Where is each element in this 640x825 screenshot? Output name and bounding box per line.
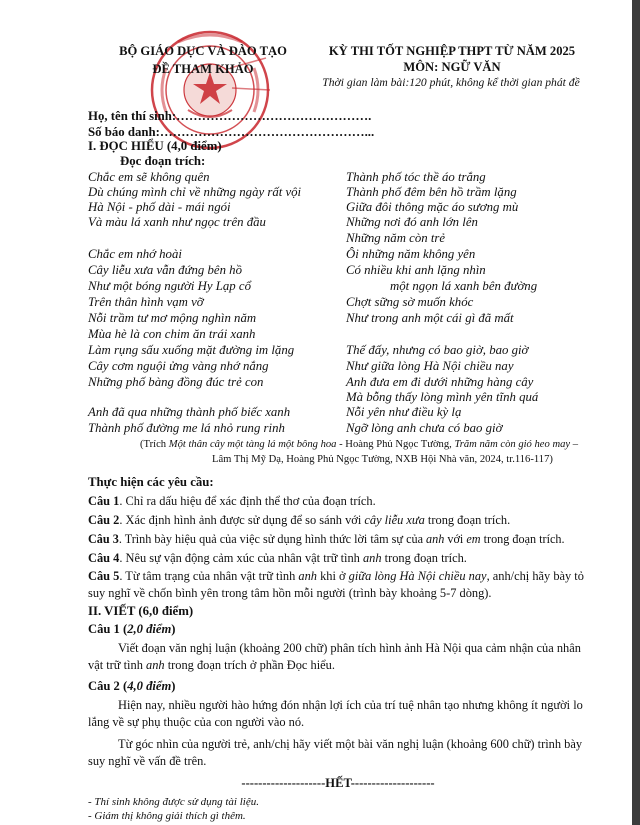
end-mark: --------------------HẾT-------------------- [241,776,435,790]
poem-line: Thành phố tóc thề áo trắng [346,170,486,184]
poem-line: Chắc em nhớ hoài [88,247,182,261]
poem-line: Cây cơm nguội ửng vàng nhớ nắng [88,359,269,373]
exam-title: KỲ THI TỐT NGHIỆP THPT TỪ NĂM 2025 [328,44,576,58]
poem-line: Những phố bàng đồng đúc trẻ con [88,375,264,389]
time-note: Thời gian làm bài:120 phút, không kể thời gian phát đề [322,76,580,89]
poem-line: Làm rụng sấu xuống mặt đường im lặng [88,343,295,357]
poem-line: Chợt sững sờ muốn khóc [346,295,474,309]
question-5: Câu 5. Từ tâm trạng của nhân vật trữ tình anh khi ở giữa lòng Hà Nội chiều nay, anh/chị hãy bày tỏ suy nghĩ về chốn bình yên trong tâm hồn mỗi người (trình bày khoảng 5-7 dòng). [88,569,584,600]
part2-q2-paragraph-2: Từ góc nhìn của người trẻ, anh/chị hãy viết một bài văn nghị luận (khoảng 600 chữ) trình bày suy nghĩ về vấn đề trên. [88,737,583,768]
candidate-name-field: Họ, tên thí sinh:………………………………………. [88,109,372,123]
poem-line: Và màu lá xanh như ngọc trên đầu [88,215,266,229]
part1-sub: Đọc đoạn trích: [120,154,206,168]
question-1: Câu 1. Chỉ ra dấu hiệu để xác định thể thơ của đoạn trích. [88,494,376,508]
part2-q1-text: Viết đoạn văn nghị luận (khoảng 200 chữ) phân tích hình ảnh Hà Nội qua cảm nhận của nhân vật trữ tình anh trong đoạn trích ở phần Đọc hiểu. [88,641,581,672]
part2-q2-paragraph-1: Hiện nay, nhiều người hào hứng đón nhận lợi ích của trí tuệ nhân tạo nhưng không ít người lo lắng về sự phụ thuộc của con người vào nó. [88,698,583,729]
poem-line: Anh đưa em đi dưới những hàng cây [346,375,534,389]
poem-line: một ngọn lá xanh bên đường [390,279,538,293]
poem-line: Những nơi đó anh lớn lên [346,215,478,229]
subject: MÔN: NGỮ VĂN [403,60,501,74]
part1-heading: I. ĐỌC HIỂU (4,0 điểm) [88,139,222,153]
poem-line: Thành phố đường me lá nhỏ rung rinh [88,421,285,435]
doc-type: ĐỀ THAM KHẢO [152,62,254,76]
poem-line: Thế đấy, nhưng có bao giờ, bao giờ [346,343,529,357]
ministry-name: BỘ GIÁO DỤC VÀ ĐÀO TẠO [119,44,287,58]
citation-line-1: (Trích Một thân cây một tàng lá một bông hoa - Hoàng Phủ Ngọc Tường, Trăm năm còn gió heo may – [140,439,579,450]
citation-line-2: Lâm Thị Mỹ Dạ, Hoàng Phủ Ngọc Tường, NXB Hội Nhà văn, 2024, tr.116-117) [212,454,553,465]
candidate-id-field: Số báo danh:…………………………………………... [88,125,375,139]
poem-line: Anh đã qua những thành phố biếc xanh [88,405,291,419]
part2-heading: II. VIẾT (6,0 điểm) [88,604,194,618]
poem-line: Ngỡ lòng anh chưa có bao giờ [346,421,503,435]
question-2: Câu 2. Xác định hình ảnh được sử dụng để so sánh với cây liễu xưa trong đoạn trích. [88,513,511,527]
poem-line: Có nhiều khi anh lặng nhìn [346,263,486,277]
part2-q2-heading: Câu 2 (4,0 điểm) [88,679,176,693]
poem-line: Chắc em sẽ không quên [88,170,210,184]
poem-line: Như giữa lòng Hà Nội chiều nay [346,359,514,373]
poem-line: Hà Nội - phố dài - mái ngói [88,200,231,214]
poem-line: Cây liễu xưa vẫn đứng bên hồ [88,263,242,277]
poem-line: Nỗi yên như điều kỳ lạ [346,405,462,419]
poem-line: Như trong anh một cái gì đã mất [346,311,514,325]
poem-line: Mà bỗng thấy lòng mình yên tĩnh quá [346,390,539,404]
poem-line: Mùa hè là con chim ăn trái xanh [88,327,256,341]
question-4: Câu 4. Nêu sự vận động cảm xúc của nhân vật trữ tình anh trong đoạn trích. [88,551,467,565]
poem-line: Như một bóng người Hy Lạp cổ [88,279,251,293]
poem-line: Giữa đôi thông mặc áo sương mù [346,200,519,214]
poem-line: Những năm còn trẻ [346,231,446,245]
note-2: - Giám thị không giải thích gì thêm. [88,810,246,822]
poem-line: Trên thân hình vạm vỡ [88,295,204,309]
poem-line: Nỗi trầm tư mơ mộng nghìn năm [88,311,257,325]
tasks-heading: Thực hiện các yêu cầu: [88,475,214,489]
question-3: Câu 3. Trình bày hiệu quả của việc sử dụng hình thức lời tâm sự của anh với em trong đoạn trích. [88,532,565,546]
poem-line: Dù chúng mình chỉ về những ngày rất vội [88,185,302,199]
poem-line: Ôi những năm không yên [346,247,476,261]
part2-q1-heading: Câu 1 (2,0 điểm) [88,622,176,636]
note-1: - Thí sinh không được sử dụng tài liệu. [88,796,259,808]
poem-line: Thành phố đêm bên hồ trầm lặng [346,185,517,199]
